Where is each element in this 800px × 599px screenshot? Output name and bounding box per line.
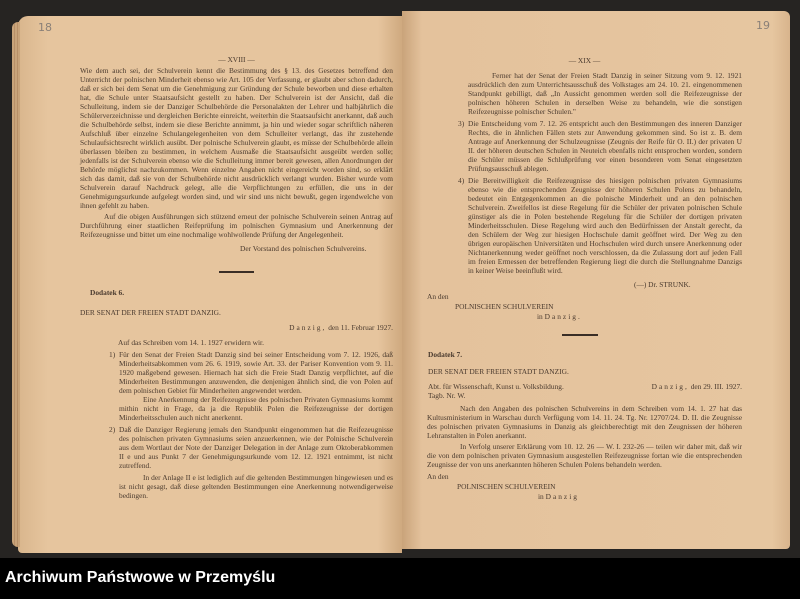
sender: DER SENAT DER FREIEN STADT DANZIG. <box>80 307 221 317</box>
list-item <box>458 119 742 173</box>
header-row <box>427 382 742 400</box>
address-to: An den <box>427 292 449 301</box>
item-number: 4) <box>458 176 465 185</box>
appendix-title: Dodatek 6. <box>90 287 125 297</box>
archive-footer <box>0 558 800 599</box>
left-page-content <box>80 55 393 500</box>
address-city: Danzig. <box>544 312 582 321</box>
item-text: Für den Senat der Freien Stadt Danzig sind bei seiner Entscheidung vom 7. 12. 1926, daß Minderheitsabkommen vom 26. 6. 1919, sowie Art. 33. der Pariser Konvention vom 9. 11. 1920 maßgebend gewesen. Hiernach hat sich die Freie Stadt Danzig verpflichtet, auf die Minderheiten Bestimmungen anzuwenden, die denjenigen ähnlich sind, die von Polen auf dem polnischen Gebiet für Minderheiten angewendet werden. <box>119 349 393 395</box>
paragraph: Eine Anerkennung der Reifezeugnisse des polnischen Privaten Gymnasiums kommt mithin nicht in Frage, da ja die Republik Polen die Reifezeugnisse der dortigen Minderheitsschulen auch nicht anerkennt. <box>119 394 393 422</box>
department: Abt. für Wissenschaft, Kunst u. Volksbildung. <box>428 381 564 391</box>
paragraph: In Verfolg unserer Erklärung vom 10. 12. 26 — W. I. 232-26 — teilen wir daher mit, daß wir die von dem polnischen privaten Gymnasium ausgestellen Reifezeugnisse fortan wie die entsprechenden Zeugnisse der von uns anerkannten höheren Schulen Polens behandeln werden. <box>427 441 742 469</box>
address-city-line <box>427 492 742 501</box>
date-line <box>80 323 393 332</box>
item-text: Die Entscheidung vom 7. 12. 26 entspricht auch den Bestimmungen des inneren Danziger Rechts, die in ähnlichen Fällen stets zur Anwendung gekommen sind. So ist z. B. dem Antrage auf Anerkennung der Schulzeugnisse (Zeugnis der Reife für O. II.) der privaten U II. der höheren deutschen Schulen in Neuteich ebenfalls nicht entsprochen worden, sondern die Schüler müssen die Schlußprüfung vor einen besonderen vom Senat eingesetzten Prüfungsausschuß ablegen. <box>468 119 742 173</box>
address-city-line <box>427 312 742 321</box>
archive-name: Archiwum Państwowe w Przemyślu <box>5 569 276 586</box>
date: den 29. III. 1927. <box>690 381 742 391</box>
appendix-title: Dodatek 7. <box>428 349 463 359</box>
address-in: in <box>538 491 544 501</box>
paragraph: Wie dem auch sei, der Schulverein kennt die Bestimmung des § 13. des Gesetzes betreffend den Unterricht der polnischen Minderheit ebenso wie Art. 105 der Verfassung, er glaubt aber schon dadurch, daß er sich bei dem Senat um die Genehmigung zur Gründung der Schule beworben und diese erhalten hat, die Schule unter Staatsaufsicht gestellt zu haben. Der Schulverein ist der Ansicht, daß die Schulleitung, indem sie der Danziger Schulbehörde die Personalakten der Lehrer und halbjährlich die Schülerverzeichnisse und dergleichen Berichte einreicht, weiterhin die Staatsaufsicht anerkannt, daß auch die Schulbehörde selbst, indem sie diese Berichte annimmt, ja hin und wieder sogar schriftlich näheren Aufschluß über einzelne Schulangelegenheiten von dem Schulleiter verlangt, das ihr zustehende Schulaufsichtsrecht wirklich ausübt. Der polnische Schulverein glaubt, es müsse der Schulbehörde allein überlassen bleiben zu bestimmen, in welchem Ausmaße die Staatsaufsicht ausgeübt werden solle; jedenfalls ist der Schulverein ebenso wie die Schulleitung immer bereit gewesen, allen Anordnungen der Behörde möglichst nachzukommen. Wenn einzelne Angaben nicht eingereicht worden sind, so erklärt sich das damit, daß sie von der Schulbehörde nicht ausdrücklich verlangt wurden. Bisher wurde vom Schulverein darauf Nachdruck gelegt, alle die Verpflichtungen zu erfüllen, die uns in der Genehmigungsurkunde aufgelegt worden sind, und wir sind uns nicht bewußt, gegen irgendwelche von ihnen gefehlt zu haben. <box>80 66 393 210</box>
address-in: in <box>537 312 543 321</box>
list-item <box>458 176 742 275</box>
department-block <box>428 382 564 400</box>
signature: (—) Dr. STRUNK. <box>634 280 691 289</box>
item-number: 3) <box>458 119 465 128</box>
intro: Auf das Schreiben vom 14. 1. 1927 erwidern wir. <box>118 337 264 347</box>
list-item <box>109 349 393 395</box>
item-text: Daß die Danziger Regierung jemals den Standpunkt eingenommen hat die Reifezeugnisse des polnischen privaten Gymnasiums seien anzuerkennen, wie der Polnische Schulverein aus dem Wortlaut der Note der Danziger Delegation in der Anlage zum Oktoberabkommen II e und aus Punkt 7 der Genehmigungsurkunde vom 12. 12. 1921 entnimmt, ist nicht zutreffend. <box>119 424 393 470</box>
signature: Der Vorstand des polnischen Schulvereins. <box>240 244 367 253</box>
page-number: — XIX — <box>568 56 601 65</box>
pencil-page-number: 19 <box>756 19 770 32</box>
pencil-page-number: 18 <box>38 21 52 34</box>
paragraph: Auf die obigen Ausführungen sich stützend erneut der polnische Schulverein seinen Antrag auf Durchführung einer staatlichen Reifeprüfung im polnischen Gymnasium und Anerkennung der Reifezeugnisse und bittet um eine nochmalige wohlwollende Prüfung der Angelegenheit. <box>80 212 393 239</box>
date-line <box>652 382 742 391</box>
paragraph: Nach den Angaben des polnischen Schulvereins in dem Schreiben vom 14. 1. 27 hat das Kultusministerium in Warschau durch Verfügung vom 14. 11. 24. Tg. Nr. 12707/24. D. II. die Zeugnisse des polnischen privaten Gymnasiums in Danzig als gleichberechtigt mit den Zeugnissen der höheren Lehranstalten in Polen anerkannt. <box>427 403 742 440</box>
date-place: Danzig, <box>289 322 327 332</box>
paragraph: In der Anlage II e ist lediglich auf die geltenden Bestimmungen hingewiesen und es ist nicht gesagt, daß diese geltenden Bestimmungen eine Anerkennung notwendigerweise bedingen. <box>119 472 393 500</box>
address-name: POLNISCHEN SCHULVEREIN <box>457 481 556 491</box>
divider <box>219 271 254 273</box>
list-item <box>109 424 393 470</box>
address-city: Danzig <box>545 491 579 501</box>
date: den 11. Februar 1927. <box>328 322 393 332</box>
item-number: 1) <box>109 349 116 359</box>
item-text: Die Bereitwilligkeit die Reifezeugnisse des hiesigen polnischen privaten Gymnasiums ebenso wie die entsprechenden Zeugnisse der höheren Schulen Polens zu behandeln, bedeutet ein Entgegenkommen an die polnische Minderheit und an den polnischen Schulverein. Zweifellos ist diese Regelung für die Schüler der privaten polnischen Schule günstiger als die in Polen bestehende Regelung für die Schüler der dortigen privaten Minderheitsschulen. Diese Regelung wird auch den Bedürfnissen der Anstalt gerecht, da den Schülern der Weg zur hiesigen Hochschule damit geöffnet wird. Der Weg zu den übrigen europäischen Universitäten und Hochschulen wird durch unsere Anerkennung oder Nichtanerkennung weder geöffnet noch verschlossen, da die Zulassung dort auf jeden Fall im freien Ermessen der betreffenden Regierung liegt die durch die Stellungnahme Danzigs in keiner Weise beeinflußt wird. <box>468 176 742 275</box>
sender: DER SENAT DER FREIEN STADT DANZIG. <box>428 366 569 376</box>
divider <box>562 334 598 336</box>
date-place: Danzig, <box>651 381 689 391</box>
paragraph: Ferner hat der Senat der Freien Stadt Danzig in seiner Sitzung vom 9. 12. 1921 ausdrücklich den zum Unterrichtsausschuß des Volkstages am 24. 10. 21. eingenommenen Standpunkt gebilligt, daß „In Aussicht genommen werden soll die Reifezeugnisse der polnischen höheren Schulen in derselben Weise zu behandeln, wie die sonstigen Reifezeugnisse polnischer Schulen." <box>468 71 742 116</box>
right-page-content <box>427 56 742 501</box>
reference: Tagb. Nr. W. <box>428 390 466 400</box>
address-name: POLNISCHEN SCHULVEREIN <box>455 302 554 311</box>
item-number: 2) <box>109 424 116 434</box>
address-to: An den <box>427 471 449 481</box>
page-number: — XVIII — <box>218 55 255 64</box>
